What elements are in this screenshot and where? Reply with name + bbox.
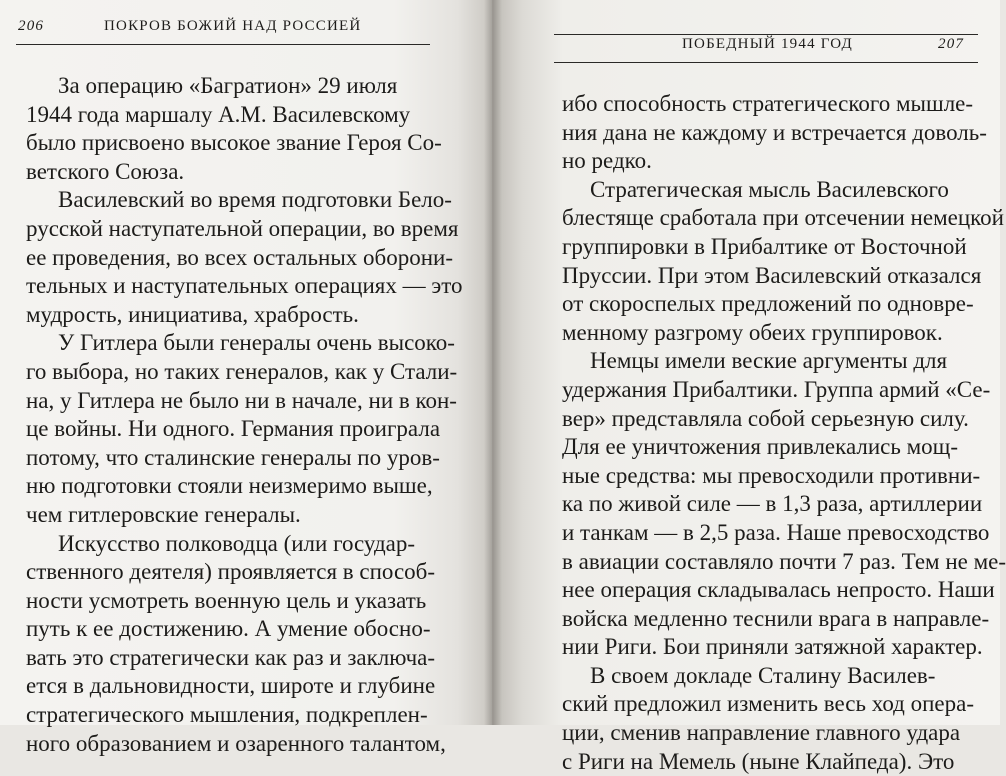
text-line: ственного деятеля) проявляется в способ- — [26, 559, 436, 585]
right-page-number: 207 — [938, 36, 965, 52]
text-line: го выбора, но таких генералов, как у Стали- — [26, 358, 458, 384]
left-page — [0, 0, 492, 756]
text-line: вать это стратегически как раз и заключа- — [26, 644, 436, 670]
right-page — [492, 0, 1006, 774]
text-line: блестяще сработала при отсечении немецкой — [562, 205, 1004, 231]
text-line: це войны. Ни одного. Германия проиграла — [26, 416, 441, 442]
text-line: ного образованием и озаренного талантом, — [26, 730, 446, 756]
left-header-rule — [16, 44, 430, 45]
right-header-rule-bottom — [554, 62, 978, 63]
left-page-number: 206 — [18, 18, 45, 34]
text-line: потому, что сталинские генералы по уров- — [26, 444, 440, 470]
text-line: Немцы имели веские аргументы для — [590, 348, 948, 374]
right-running-head: ПОБЕДНЫЙ 1944 ГОД — [682, 36, 853, 52]
text-line: вер» представляла собой серьезную силу. — [562, 405, 969, 431]
text-line: нее операция складывалась непросто. Наши — [562, 577, 995, 603]
text-line: ибо способность стратегического мышле- — [562, 91, 974, 116]
text-line: было присвоено высокое звание Героя Со- — [26, 130, 442, 156]
left-running-head: ПОКРОВ БОЖИЙ НАД РОССИЕЙ — [104, 18, 362, 34]
text-line: ности усмотреть военную цель и указать — [26, 587, 427, 613]
book-gutter-shadow — [484, 0, 502, 725]
left-body-text — [26, 72, 462, 758]
text-line: удержания Прибалтики. Группа армий «Се- — [562, 376, 991, 402]
text-line: мудрость, инициатива, храбрость. — [26, 301, 359, 327]
text-line: группировки в Прибалтике от Восточной — [562, 233, 967, 259]
text-line: 1944 года маршалу А.М. Василевскому — [26, 101, 411, 127]
text-line: от скороспелых предложений по одновре- — [562, 291, 974, 317]
text-line: стратегического мышления, подкреплен- — [26, 702, 428, 728]
text-line: с Риги на Мемель (ныне Клайпеда). Это — [562, 748, 955, 774]
text-line: У Гитлера были генералы очень высоко- — [58, 330, 455, 356]
text-line: ции, сменив направление главного удара — [562, 720, 961, 746]
text-line: За операцию «Багратион» 29 июля — [58, 73, 398, 98]
text-line: тельных и наступательных операциях — это — [26, 273, 463, 299]
text-line: ется в дальновидности, широте и глубине — [26, 673, 436, 699]
text-line: Для ее уничтожения привлекались мощ- — [562, 434, 959, 460]
text-line: в авиации составляло почти 7 раз. Тем не ме- — [562, 548, 1006, 574]
text-line: ветского Союза. — [26, 158, 185, 184]
text-line: В своем докладе Сталину Василев- — [590, 662, 936, 688]
right-body-text — [562, 90, 1006, 776]
text-line: Василевский во время подготовки Бело- — [58, 187, 452, 213]
text-line: ния дана не каждому и встречается доволь- — [562, 119, 987, 145]
text-line: ню подготовки стояли неизмеримо выше, — [26, 473, 433, 499]
text-line: чем гитлеровские генералы. — [26, 501, 301, 527]
text-line: русской наступательной операции, во время — [26, 215, 459, 241]
text-line: Искусство полководца (или государ- — [58, 530, 416, 556]
text-line: нии Риги. Бои приняли затяжной характер. — [562, 634, 983, 660]
text-line: войска медленно теснили врага в направле- — [562, 605, 990, 631]
text-line: Стратегическая мысль Василевского — [590, 176, 949, 202]
text-line: на, у Гитлера не было ни в начале, ни в кон- — [26, 387, 457, 413]
text-line: ее проведения, во всех остальных оборони- — [26, 244, 454, 270]
text-line: Пруссии. При этом Василевский отказался — [562, 262, 982, 288]
text-line: менному разгрому обеих группировок. — [562, 319, 943, 345]
text-line: ные средства: мы превосходили противни- — [562, 462, 981, 488]
right-header-rule-top — [554, 34, 978, 35]
text-line: и танкам — в 2,5 раза. Наше превосходство — [562, 519, 990, 545]
text-line: ский предложил изменить весь ход опера- — [562, 691, 974, 717]
text-line: ка по живой силе — в 1,3 раза, артиллерии — [562, 491, 983, 517]
text-line: но редко. — [562, 148, 652, 174]
text-line: путь к ее достижению. А умение обосно- — [26, 616, 431, 642]
